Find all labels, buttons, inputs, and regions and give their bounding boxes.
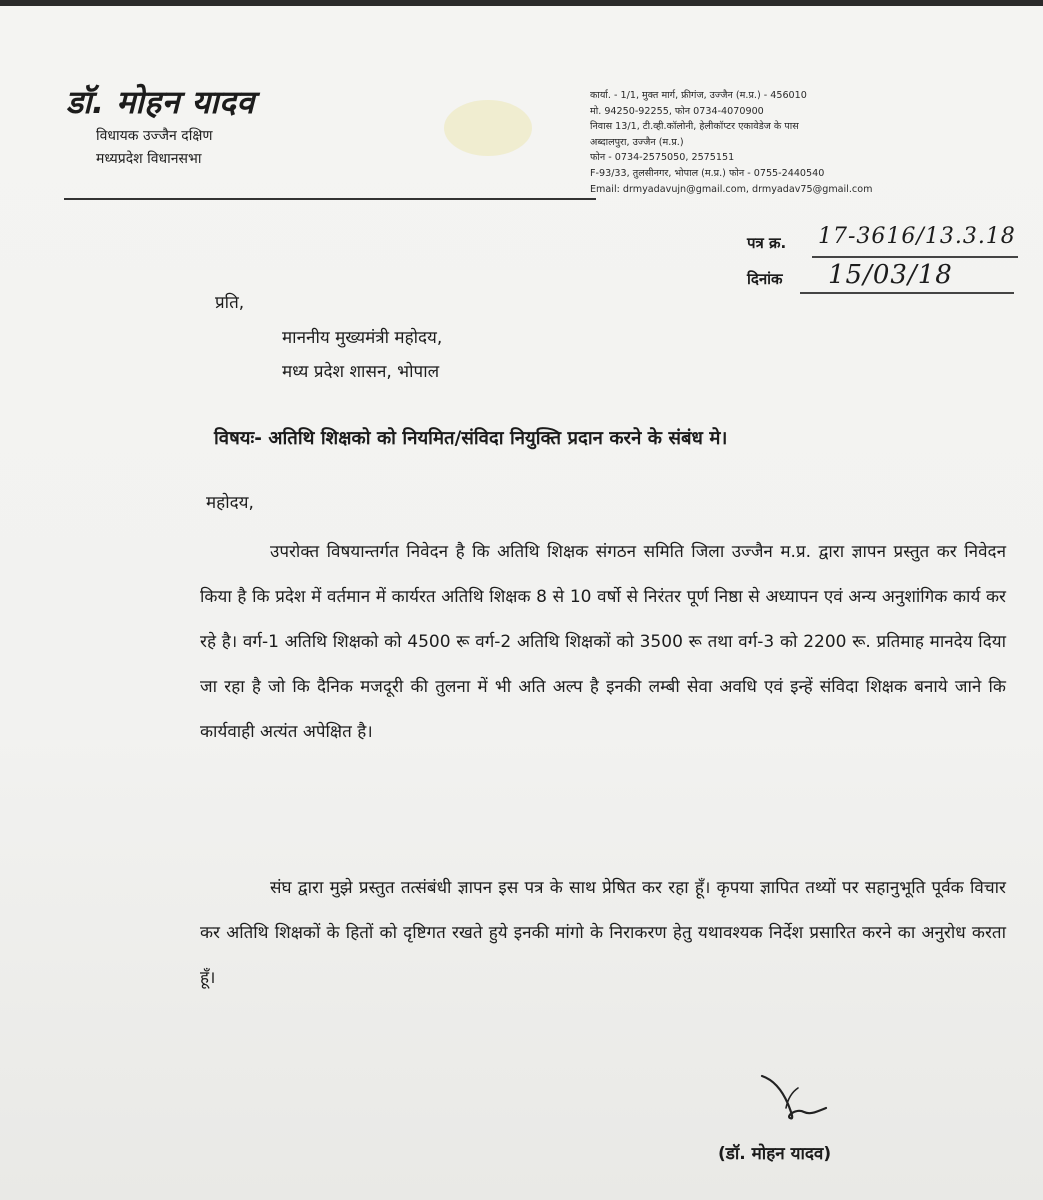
contact-line: फोन - 0734-2575050, 2575151 (590, 152, 735, 164)
paragraph-1 (200, 530, 1006, 755)
signature-mark (752, 1068, 842, 1128)
contact-line: निवास 13/1, टी.व्ही.कॉलोनी, हेलीकॉप्टर एकावेडेज के पास (590, 121, 799, 133)
letterhead-logo-icon (444, 100, 532, 156)
paragraph-1-first: उपरोक्त विषयान्तर्गत निवेदन है कि अतिथि शिक्षक संगठन समिति जिला (270, 542, 725, 562)
paragraph-2-first: संघ द्वारा मुझे प्रस्तुत तत्संबंधी ज्ञापन इस पत्र के साथ प्रेषित कर रहा हूँ। (270, 878, 711, 898)
contact-line: कार्या. - 1/1, मुक्त मार्ग, फ्रीगंज, उज्जैन (म.प्र.) - 456010 (590, 90, 807, 101)
ref-value: 17-3616/13.3.18 (818, 224, 1016, 249)
letterhead-name: डॉ. मोहन यादव (66, 83, 255, 121)
recipient-line-2: मध्य प्रदेश शासन, भोपाल (282, 362, 440, 382)
letterhead-rule (64, 198, 596, 200)
paragraph-2-rest: कृपया ज्ञापित तथ्यों पर सहानुभूति पूर्वक विचार कर अतिथि शिक्षकों के हितों को दृष्टिगत रखते हुये इनकी मांगो के निराकरण हेतु यथावश्यक निर्देश प्रसारित करने का अनुरोध करता हूँ। (200, 878, 1006, 988)
contact-line: Email: drmyadavujn@gmail.com, drmyadav75@gmail.com (590, 183, 873, 195)
prati-label: प्रति, (215, 293, 245, 313)
subject-line: विषयः- अतिथि शिक्षको को नियमित/संविदा नियुक्ति प्रदान करने के संबंध मे। (214, 428, 728, 449)
recipient-line-1: माननीय मुख्यमंत्री महोदय, (282, 328, 443, 348)
ref-underline (812, 256, 1018, 258)
contact-line: अब्दालपुरा, उज्जैन (म.प्र.) (590, 136, 684, 148)
contact-line: मो. 94250-92255, फोन 0734-4070900 (590, 105, 764, 117)
signature-name: (डॉ. मोहन यादव) (718, 1144, 832, 1164)
date-underline (800, 292, 1014, 294)
date-value: 15/03/18 (828, 260, 953, 290)
top-edge-shadow (0, 0, 1043, 6)
ref-label: पत्र क्र. (747, 234, 787, 252)
paragraph-2 (200, 866, 1006, 1001)
paragraph-1-rest: उज्जैन म.प्र. द्वारा ज्ञापन प्रस्तुत कर निवेदन किया है कि प्रदेश में वर्तमान में कार्यरत अतिथि शिक्षक 8 से 10 वर्षो से निरंतर पूर्ण निष्ठा से अध्यापन एवं अन्य अनुशांगिक कार्य कर रहे है। वर्ग-1 अतिथि शिक्षको को 4500 रू वर्ग-2 अतिथि शिक्षकों को 3500 रू तथा वर्ग-3 को 2200 रू. प्रतिमाह मानदेय दिया जा रहा है जो कि दैनिक मजदूरी की तुलना में भी अति अल्प है इनकी लम्बी सेवा अवधि एवं इन्हें संविदा शिक्षक बनाये जाने कि कार्यवाही अत्यंत अपेक्षित है। (200, 542, 1007, 742)
letterhead-designation-2: मध्यप्रदेश विधानसभा (96, 151, 202, 167)
date-label: दिनांक (747, 270, 783, 288)
letterhead-contact (590, 88, 1030, 197)
letterhead-designation-1: विधायक उज्जैन दक्षिण (96, 128, 213, 144)
contact-line: F-93/33, तुलसीनगर, भोपाल (म.प्र.) फोन - 0755-2440540 (590, 167, 825, 179)
salutation: महोदय, (206, 493, 254, 513)
